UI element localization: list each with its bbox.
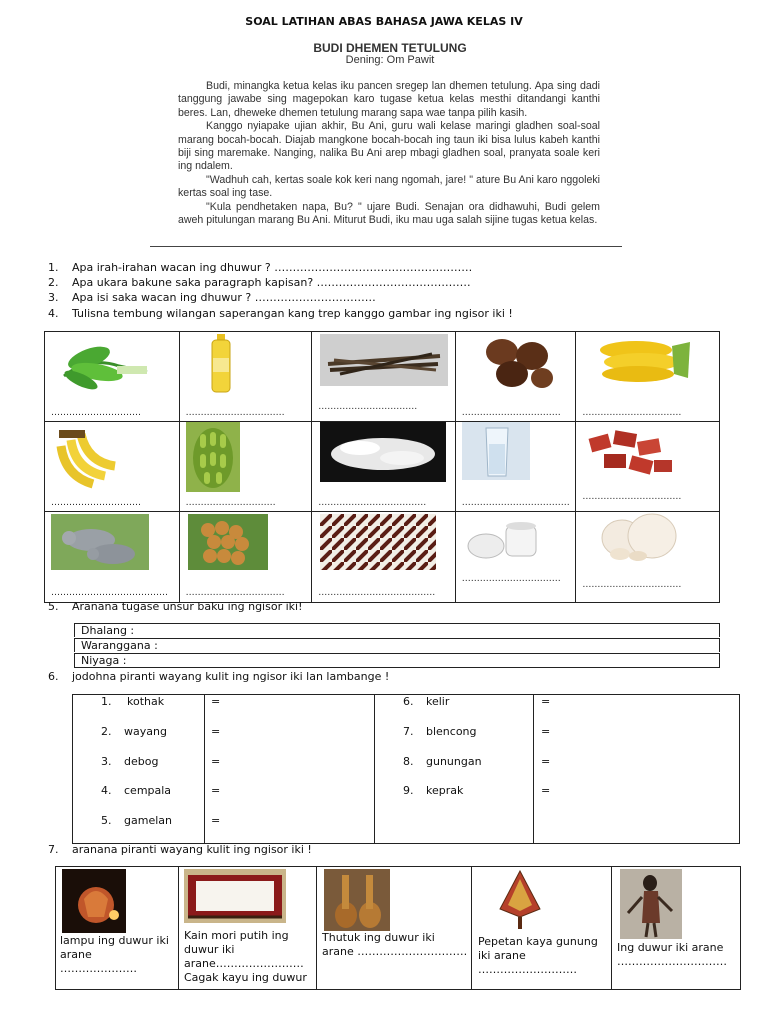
match-equals[interactable]: = bbox=[211, 725, 221, 738]
grid-cell bbox=[180, 332, 312, 421]
match-right-label: gunungan bbox=[426, 755, 482, 768]
grid-cell bbox=[456, 332, 576, 421]
answer-blank[interactable]: …………………………… bbox=[582, 408, 682, 418]
answer-blank[interactable]: ………………………… bbox=[51, 498, 141, 508]
grid-cell bbox=[180, 422, 312, 511]
answer-blank[interactable]: ……………………………… bbox=[461, 498, 570, 508]
grid-cell bbox=[312, 512, 455, 602]
answer-blank[interactable]: …………………………… bbox=[318, 402, 418, 412]
grid-cell bbox=[180, 512, 312, 602]
match-left-num: 4. bbox=[101, 784, 112, 797]
answer-blank[interactable]: …………………………… bbox=[461, 574, 561, 584]
piranti-caption[interactable]: Ing duwur iki arane ………………………… bbox=[617, 941, 727, 968]
answer-blank[interactable]: …………………………… bbox=[582, 492, 682, 502]
grid-cell bbox=[45, 512, 179, 602]
grid-cell bbox=[576, 332, 719, 421]
green-banana-bunch-image bbox=[186, 422, 240, 492]
answer-blank[interactable]: …………………………… bbox=[185, 408, 285, 418]
thread-spool-image bbox=[462, 518, 542, 562]
spinach-image bbox=[59, 336, 149, 390]
story-paragraph: "Kula pendhetaken napa, Bu? " ujare Budi. Senajan ora didhawuhi, Budi gelem aweh pitulungan marang Bu Ani. Miturut Budi, iku mau uga salah sijine tugas ketua kelas. bbox=[178, 200, 600, 227]
story-paragraph: "Wadhuh cah, kertas soale kok keri nang ngomah, jare! " ature Bu Ani karo nggoleki kertas soal ing tase. bbox=[178, 173, 600, 200]
piranti-caption[interactable]: lampu ing duwur iki arane ………………… bbox=[60, 934, 169, 975]
corn-image bbox=[588, 338, 692, 384]
unsur-row-niyaga[interactable]: Niyaga : bbox=[74, 653, 720, 668]
answer-blank[interactable]: ………………………… bbox=[185, 498, 276, 508]
cooking-oil-bottle-image bbox=[208, 334, 234, 394]
question-5: 5. Aranana tugase unsur baku ing ngisor iki! bbox=[48, 600, 303, 613]
grid-cell bbox=[312, 422, 455, 511]
match-left-num: 1. bbox=[101, 695, 112, 708]
match-equals[interactable]: = bbox=[211, 784, 221, 797]
question-7: 7. aranana piranti wayang kulit ing ngisor iki ! bbox=[48, 843, 312, 856]
water-glass-image bbox=[462, 422, 530, 480]
piranti-caption[interactable]: Kain mori putih ing duwur iki arane…………………… Cagak kayu ing duwur bbox=[184, 929, 307, 984]
match-equals[interactable]: = bbox=[211, 814, 221, 827]
answer-blank[interactable]: ……………………………… bbox=[318, 498, 427, 508]
match-right-num: 9. bbox=[403, 784, 414, 797]
question-3: 3. Apa isi saka wacan ing dhuwur ? …………………………… bbox=[48, 291, 376, 304]
grid-cell bbox=[456, 422, 576, 511]
match-equals[interactable]: = bbox=[211, 695, 221, 708]
wayang-puppet-image bbox=[620, 869, 682, 939]
match-right-num: 6. bbox=[403, 695, 414, 708]
match-equals[interactable]: = bbox=[541, 695, 551, 708]
story-author: Dening: Om Pawit bbox=[345, 54, 435, 66]
question-6: 6. jodohna piranti wayang kulit ing ngisor iki lan lambange ! bbox=[48, 670, 390, 683]
question-4: 4. Tulisna tembung wilangan saperangan kang trep kanggo gambar ing ngisor iki ! bbox=[48, 307, 513, 320]
answer-blank[interactable]: …………………………… bbox=[582, 580, 682, 590]
match-right-label: keprak bbox=[426, 784, 464, 797]
piranti-table bbox=[55, 866, 741, 990]
match-left-label: gamelan bbox=[124, 814, 172, 827]
salak-fruit-image bbox=[476, 334, 560, 390]
picture-grid bbox=[44, 331, 720, 603]
gunungan-image bbox=[496, 869, 544, 931]
match-equals[interactable]: = bbox=[541, 755, 551, 768]
grid-cell bbox=[456, 512, 576, 602]
firewood-bundle-image bbox=[320, 334, 448, 386]
story-paragraph: Budi, minangka ketua kelas iku pancen sregep lan dhemen tetulung. Apa sing dadi tanggung jawabe sing magepokan karo tugase ketua kelas mesthi ditandangi kanthi beres. Lan, dheweke dhemen tetulung marang sapa wae tanpa pilih kasih. bbox=[178, 80, 600, 119]
answer-blank[interactable]: ………………………… bbox=[51, 408, 141, 418]
meat-image bbox=[584, 426, 680, 480]
match-right-label: kelir bbox=[426, 695, 450, 708]
match-right-num: 8. bbox=[403, 755, 414, 768]
question-1: 1. Apa irah-irahan wacan ing dhuwur ? ……………………………………………… bbox=[48, 261, 473, 274]
match-equals[interactable]: = bbox=[541, 725, 551, 738]
story-paragraph: Kanggo nyiapake ujian akhir, Bu Ani, guru wali kelase maringi gladhen soal-soal marang bocah-bocah. Diajab mangkone bocah-bocah ing taun iki bisa lulus kabeh kanthi biji sing maremake. Nanging, nalika Bu Ani arep mbagi gladhen soal, pranyata soale keri ing ndalem. bbox=[178, 120, 600, 173]
match-left-label: cempala bbox=[124, 784, 172, 797]
matching-table bbox=[72, 694, 740, 844]
batik-cloth-image bbox=[320, 514, 436, 570]
question-2: 2. Apa ukara bakune saka paragraph kapisan? …………………………………… bbox=[48, 276, 471, 289]
piranti-caption[interactable]: Pepetan kaya gunung iki arane ……………………… bbox=[478, 935, 598, 976]
match-left-label: debog bbox=[124, 755, 159, 768]
blencong-lamp-image bbox=[62, 869, 126, 933]
grid-cell bbox=[576, 422, 719, 511]
cempala-image bbox=[324, 869, 390, 931]
story-divider bbox=[150, 246, 622, 247]
birds-image bbox=[51, 514, 149, 570]
kelir-screen-image bbox=[184, 869, 286, 923]
story-title: BUDI DHEMEN TETULUNG bbox=[313, 41, 467, 55]
unsur-row-dhalang[interactable]: Dhalang : bbox=[74, 623, 720, 637]
answer-blank[interactable]: ………………………………… bbox=[51, 588, 168, 598]
grid-cell bbox=[45, 422, 179, 511]
rice-grains-image bbox=[320, 422, 446, 482]
match-left-label: kothak bbox=[127, 695, 165, 708]
match-equals[interactable]: = bbox=[541, 784, 551, 797]
garlic-image bbox=[592, 512, 692, 562]
grid-cell bbox=[312, 332, 455, 421]
piranti-caption[interactable]: Thutuk ing duwur iki arane ………………………… bbox=[322, 931, 468, 958]
banana-image bbox=[53, 426, 119, 490]
answer-blank[interactable]: …………………………… bbox=[185, 588, 285, 598]
unsur-row-waranggana[interactable]: Waranggana : bbox=[74, 638, 720, 652]
match-left-label: wayang bbox=[124, 725, 167, 738]
longan-fruit-image bbox=[188, 514, 268, 570]
answer-blank[interactable]: …………………………… bbox=[461, 408, 561, 418]
grid-cell bbox=[45, 332, 179, 421]
match-left-num: 3. bbox=[101, 755, 112, 768]
match-right-label: blencong bbox=[426, 725, 477, 738]
grid-cell bbox=[576, 512, 719, 602]
answer-blank[interactable]: ………………………………… bbox=[318, 588, 436, 598]
match-equals[interactable]: = bbox=[211, 755, 221, 768]
page-title: SOAL LATIHAN ABAS BAHASA JAWA KELAS IV bbox=[245, 15, 523, 28]
match-left-num: 2. bbox=[101, 725, 112, 738]
story-text bbox=[178, 80, 600, 227]
match-left-num: 5. bbox=[101, 814, 112, 827]
match-right-num: 7. bbox=[403, 725, 414, 738]
